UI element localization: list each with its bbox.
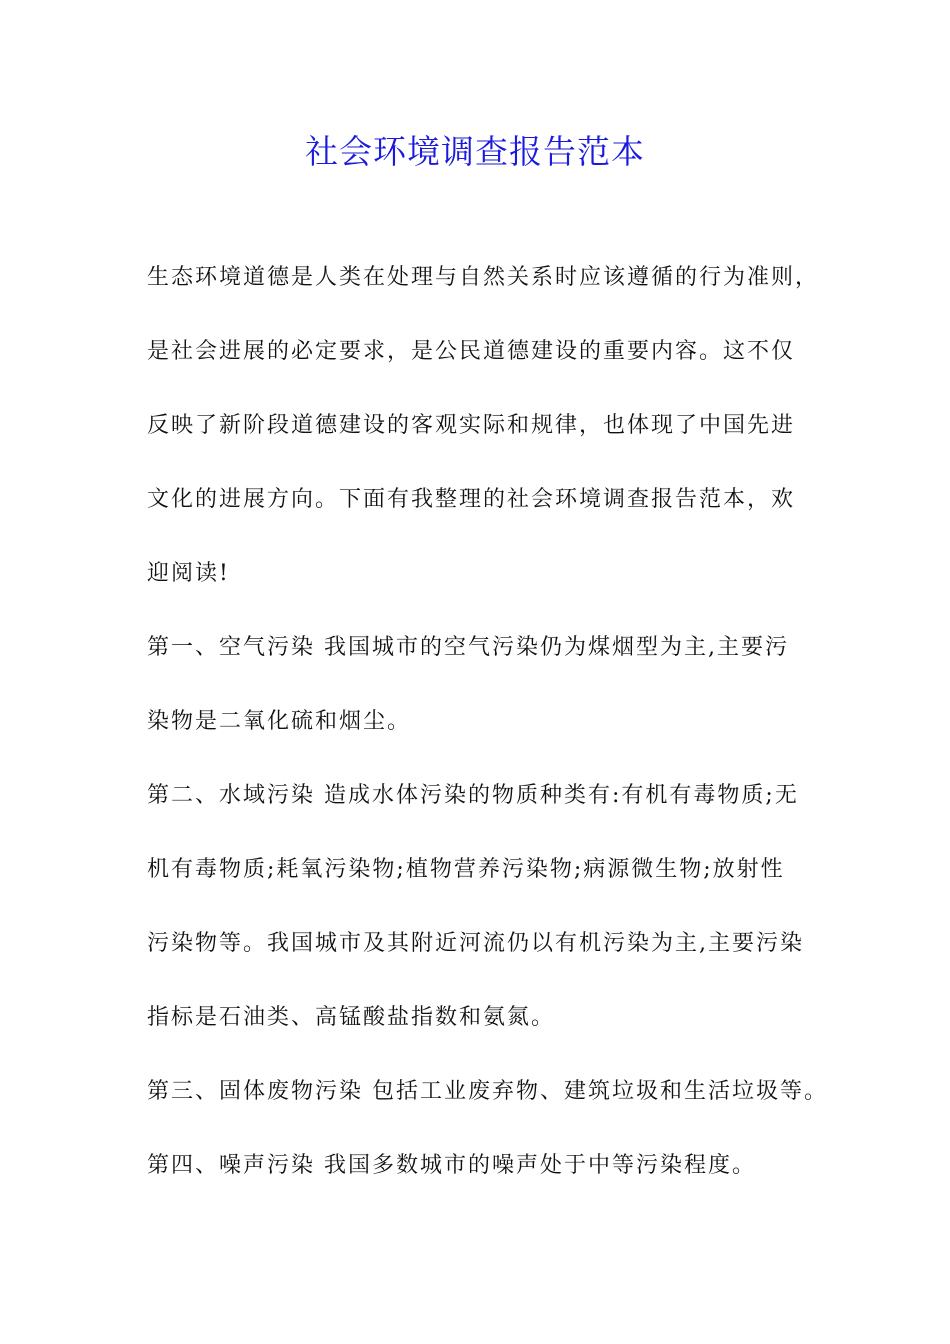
body-line: 第一、空气污染 我国城市的空气污染仍为煤烟型为主,主要污 <box>147 635 789 660</box>
body-line: 反映了新阶段道德建设的客观实际和规律，也体现了中国先进 <box>147 413 796 438</box>
body-line: 是社会进展的必定要求，是公民道德建设的重要内容。这不仅 <box>147 339 796 364</box>
body-line: 第三、固体废物污染 包括工业废弃物、建筑垃圾和生活垃圾等。 <box>147 1079 828 1104</box>
body-line: 染物是二氧化硫和烟尘。 <box>147 709 412 734</box>
body-line: 第四、噪声污染 我国多数城市的噪声处于中等污染程度。 <box>147 1153 756 1178</box>
body-line: 生态环境道德是人类在处理与自然关系时应该遵循的行为准则， <box>147 265 820 290</box>
body-line: 文化的进展方向。下面有我整理的社会环境调查报告范本，欢 <box>147 487 796 512</box>
body-line: 机有毒物质;耗氧污染物;植物营养污染物;病源微生物;放射性 <box>147 857 785 882</box>
body-line: 污染物等。我国城市及其附近河流仍以有机污染为主,主要污染 <box>147 931 804 956</box>
document-title: 社会环境调查报告范本 <box>305 132 645 171</box>
body-line: 迎阅读! <box>147 561 230 586</box>
body-line: 第二、水域污染 造成水体污染的物质种类有:有机有毒物质;无 <box>147 783 799 808</box>
body-line: 指标是石油类、高锰酸盐指数和氨氮。 <box>147 1005 556 1030</box>
